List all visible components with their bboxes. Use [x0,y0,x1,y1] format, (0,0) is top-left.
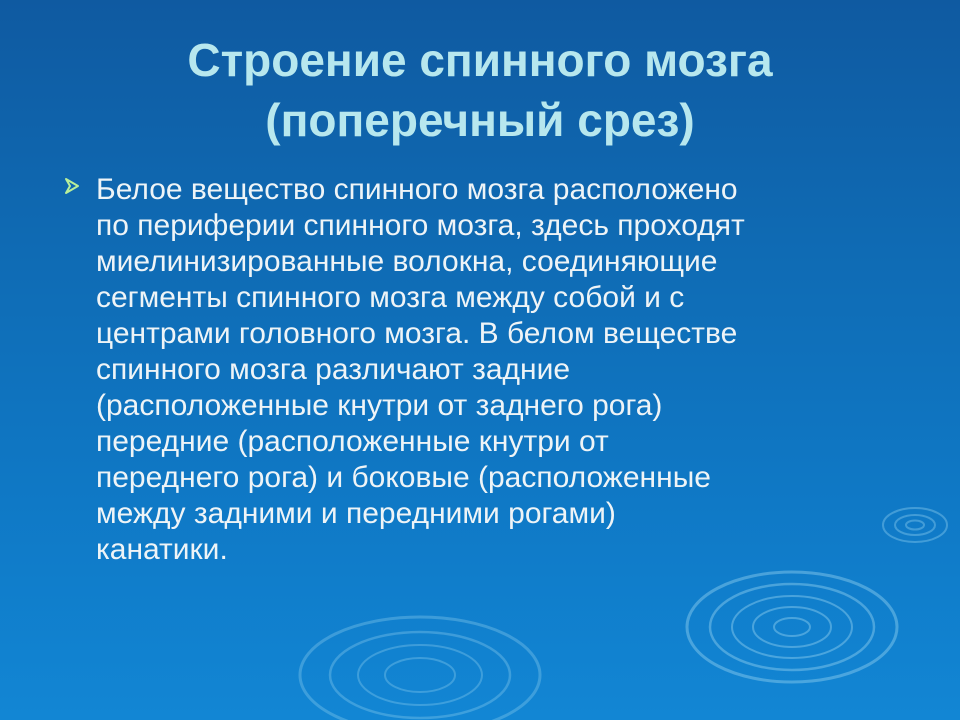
bullet-text [96,172,908,568]
bullet-text-line: сегменты спинного мозга между собой и с [96,281,685,314]
bullet-text-line: миелинизированные волокна, соединяющие [96,245,718,278]
bullet-text-line: канатики. [96,533,228,566]
slide-title-line-2: (поперечный срез) [265,94,695,146]
bullet-text-line: переднего рога) и боковые (расположенные [96,461,711,494]
bullet-text-line: передние (расположенные кнутри от [96,425,609,458]
bullet-text-line: спинного мозга различают задние [96,353,571,386]
arrowhead-bullet-icon [62,176,82,196]
bullet-text-line: Белое вещество спинного мозга расположено [96,173,738,206]
large-ripple-icon [687,572,897,682]
medium-ripple-icon [300,617,540,720]
bullet-text-line: по периферии спинного мозга, здесь проходят [96,209,745,242]
bullet-text-line: (расположенные кнутри от заднего рога) [96,389,663,422]
slide-title-line-1: Строение спинного мозга [187,34,773,86]
bullet-text-line: между задними и передними рогами) [96,497,616,530]
slide-title [40,30,920,150]
bullet-text-line: центрами головного мозга. В белом веществе [96,317,738,350]
